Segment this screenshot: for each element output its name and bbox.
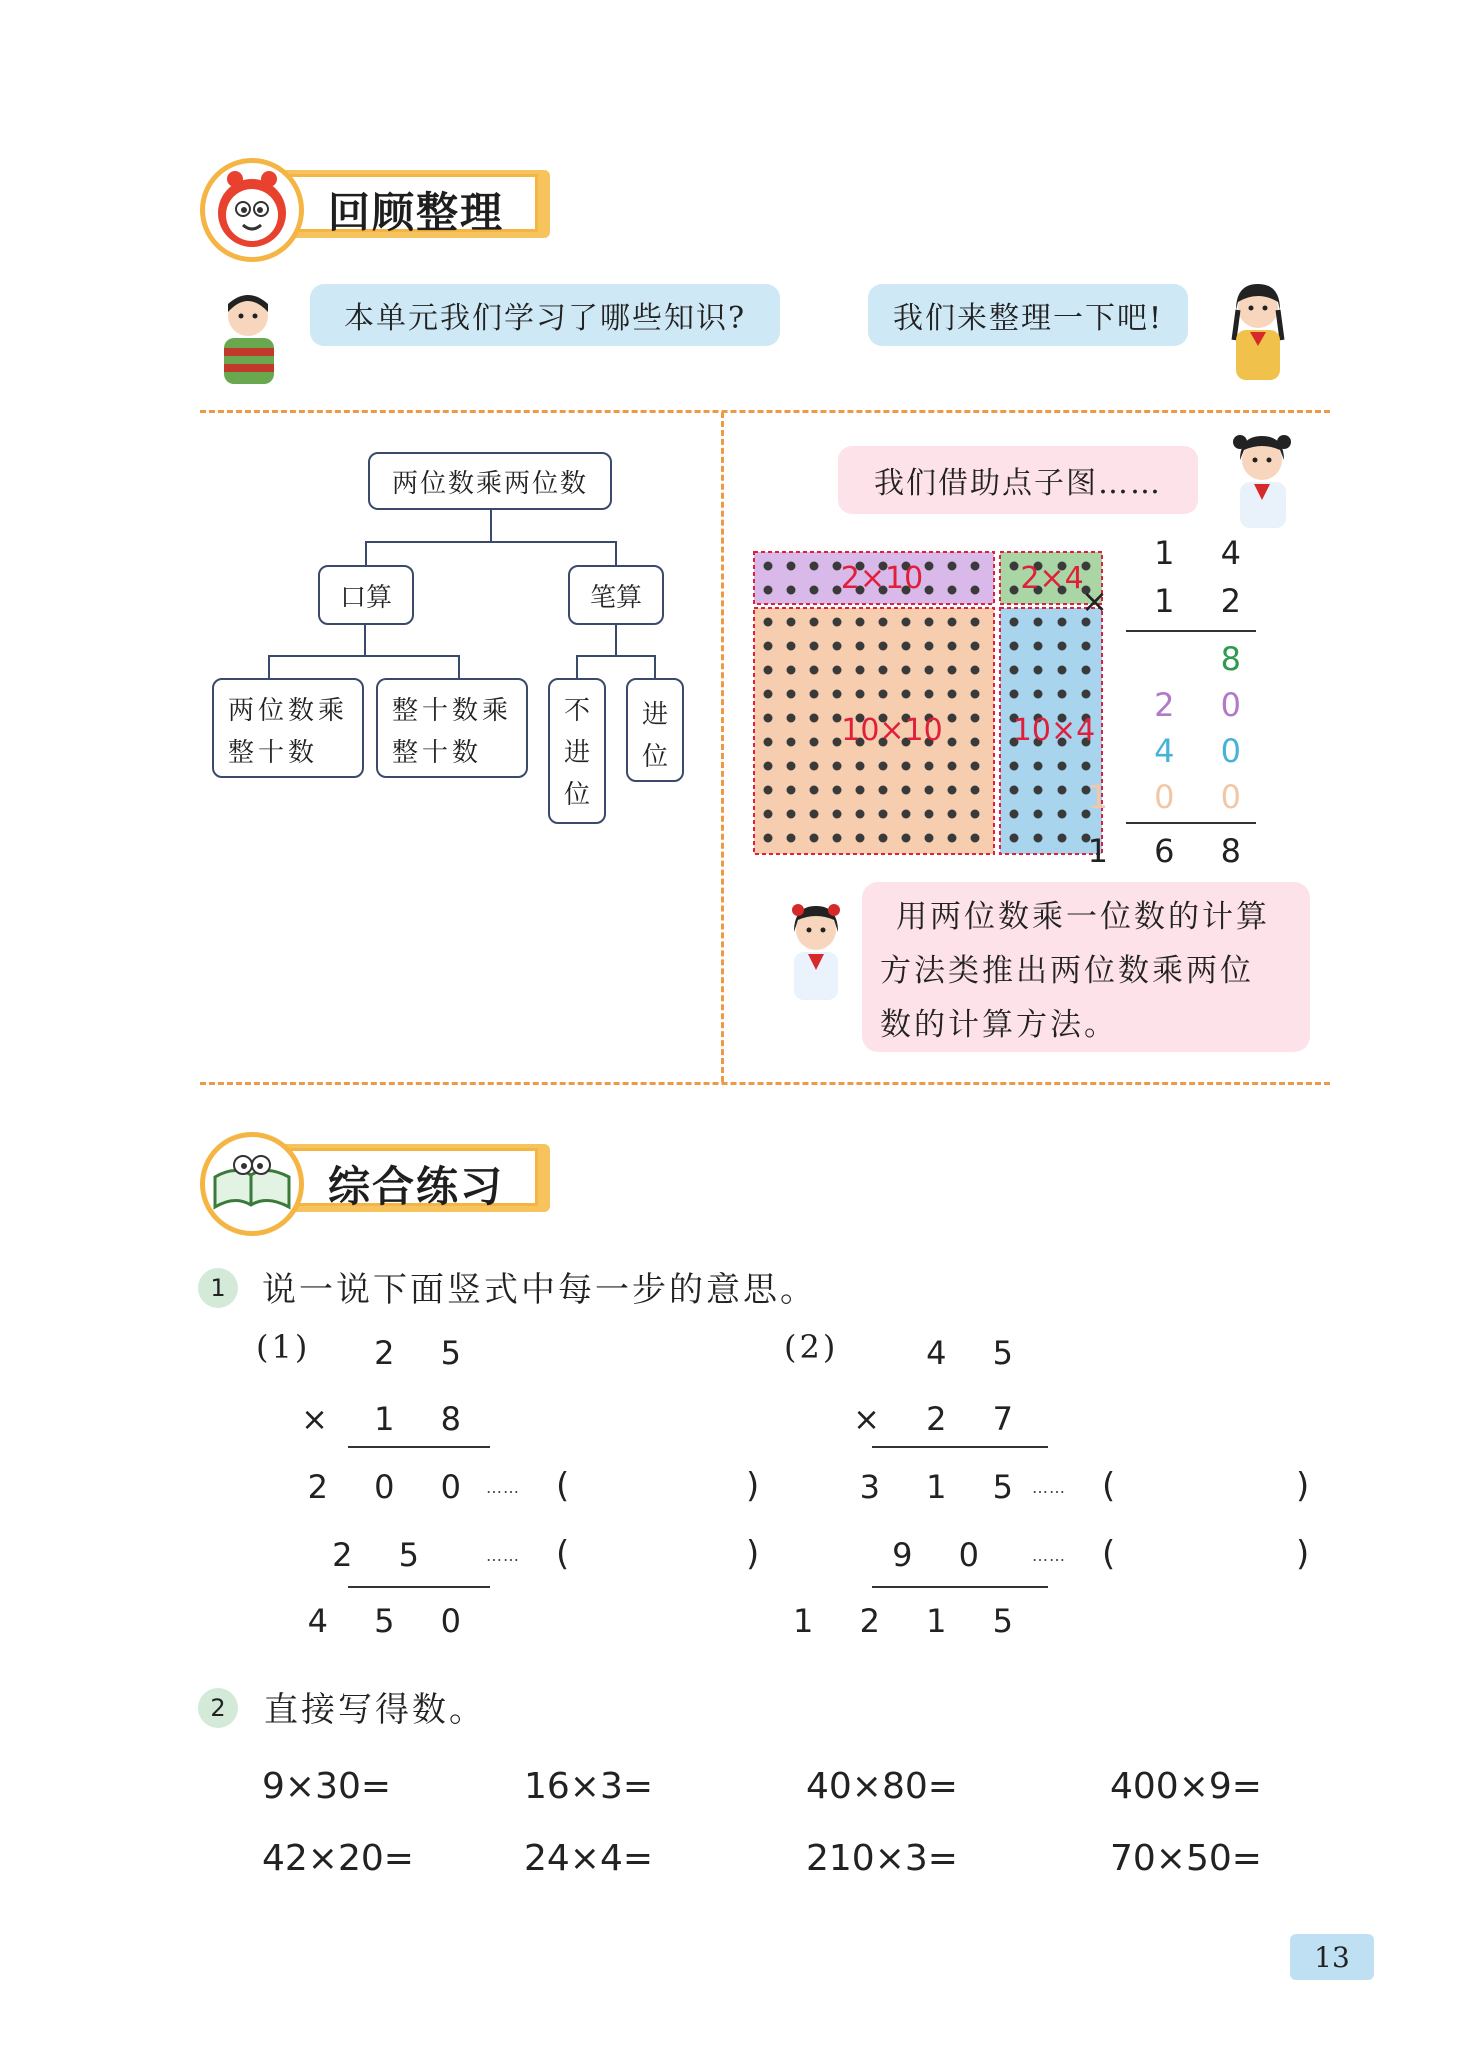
dot xyxy=(833,738,842,747)
q2-item[interactable]: 210×3= xyxy=(806,1838,958,1879)
tree-leaf-1 xyxy=(212,678,364,778)
dot xyxy=(925,786,934,795)
dot xyxy=(810,786,819,795)
tree-leaf-3-char: 位 xyxy=(563,780,590,810)
dot xyxy=(1010,562,1019,571)
dot xyxy=(787,714,796,723)
dot xyxy=(1010,810,1019,819)
dot xyxy=(902,762,911,771)
dot xyxy=(787,786,796,795)
q1a-label: (1) xyxy=(256,1328,311,1366)
dot xyxy=(1082,690,1091,699)
girl-note-line: 方法类推出两位数乘两位 xyxy=(880,953,1254,989)
q1a-answer-2-close[interactable]: ) xyxy=(746,1534,760,1574)
calc-partial-3: 4 0 xyxy=(1154,732,1259,770)
q2-item[interactable]: 16×3= xyxy=(524,1766,654,1807)
girl-speech-bubble: 我们来整理一下吧! xyxy=(868,284,1188,346)
q1b-rule xyxy=(872,1586,1048,1588)
q1a-dots-1: …… xyxy=(486,1478,520,1497)
calc-multiplier: × 1 2 xyxy=(1081,582,1259,620)
dot xyxy=(971,562,980,571)
dot xyxy=(787,586,796,595)
q2-item[interactable]: 70×50= xyxy=(1110,1838,1262,1879)
q1a-top: 2 5 xyxy=(374,1334,479,1372)
q1b-partial-2: 9 0 xyxy=(892,1536,997,1574)
page-number-label: 13 xyxy=(1314,1940,1350,1974)
tree-connector xyxy=(364,625,366,657)
dot xyxy=(833,762,842,771)
dot xyxy=(925,642,934,651)
q1b-top: 4 5 xyxy=(926,1334,1031,1372)
dot xyxy=(879,618,888,627)
tree-leaf-4 xyxy=(626,678,684,782)
tree-connector xyxy=(490,510,492,542)
dot xyxy=(1034,618,1043,627)
dot xyxy=(948,666,957,675)
tree-leaf-2-line1: 整十数乘 xyxy=(392,696,513,726)
dot xyxy=(925,762,934,771)
dot xyxy=(948,786,957,795)
tree-leaf-4-char: 位 xyxy=(641,742,668,772)
dot xyxy=(948,762,957,771)
dot xyxy=(833,618,842,627)
q2-item[interactable]: 400×9= xyxy=(1110,1766,1262,1807)
dot xyxy=(856,762,865,771)
tree-root xyxy=(368,452,612,510)
dot xyxy=(856,786,865,795)
dot xyxy=(1034,666,1043,675)
dot xyxy=(1010,618,1019,627)
dot xyxy=(856,666,865,675)
calc-result: 1 6 8 xyxy=(1087,832,1259,870)
dot xyxy=(787,642,796,651)
q2-item[interactable]: 9×30= xyxy=(262,1766,392,1807)
calc-partial-1: 8 xyxy=(1220,640,1259,678)
dot xyxy=(971,738,980,747)
tree-leaf-3 xyxy=(548,678,606,824)
dot xyxy=(833,834,842,843)
dot xyxy=(764,586,773,595)
dot xyxy=(948,562,957,571)
label-2x4: 2×4 xyxy=(1020,561,1084,596)
dot xyxy=(1010,666,1019,675)
q1b-multiplier: × 2 7 xyxy=(853,1400,1031,1438)
girl-thinking-illustration xyxy=(780,898,852,1004)
dot xyxy=(833,810,842,819)
q1a-answer-1-open[interactable]: ( xyxy=(556,1466,570,1506)
tree-node-written xyxy=(568,565,664,625)
dot xyxy=(925,834,934,843)
dot xyxy=(764,738,773,747)
q1a-answer-2-open[interactable]: ( xyxy=(556,1534,570,1574)
dot xyxy=(833,642,842,651)
dot xyxy=(971,762,980,771)
boy-illustration xyxy=(210,290,290,390)
dot xyxy=(971,810,980,819)
calc-partial-2: 2 0 xyxy=(1154,686,1259,724)
q2-item[interactable]: 42×20= xyxy=(262,1838,414,1879)
q1b-partial-1: 3 1 5 xyxy=(859,1468,1031,1506)
dot xyxy=(810,618,819,627)
dot xyxy=(810,562,819,571)
divider-top xyxy=(200,410,1330,413)
dot xyxy=(925,618,934,627)
dot xyxy=(764,810,773,819)
dot xyxy=(879,690,888,699)
dot xyxy=(948,738,957,747)
dot xyxy=(1034,690,1043,699)
boy-speech-bubble: 本单元我们学习了哪些知识? xyxy=(310,284,780,346)
page-number xyxy=(1290,1934,1374,1980)
dot xyxy=(925,562,934,571)
clock-mascot-icon xyxy=(200,158,304,262)
dot xyxy=(925,810,934,819)
dot xyxy=(1058,762,1067,771)
dot xyxy=(810,714,819,723)
dot xyxy=(787,738,796,747)
dot xyxy=(1010,586,1019,595)
dot xyxy=(810,762,819,771)
label-2x10: 2×10 xyxy=(840,561,924,596)
dot xyxy=(1058,786,1067,795)
dot xyxy=(787,810,796,819)
review-banner xyxy=(200,158,566,254)
tree-node-written-label: 笔算 xyxy=(589,582,642,613)
dot xyxy=(1082,762,1091,771)
dot xyxy=(810,834,819,843)
q2-item[interactable]: 40×80= xyxy=(806,1766,958,1807)
dot xyxy=(1010,690,1019,699)
label-10x4: 10×4 xyxy=(1012,713,1096,748)
dot xyxy=(856,618,865,627)
question-2-text: 直接写得数。 xyxy=(264,1690,486,1730)
girl-with-ribbon-illustration xyxy=(1218,430,1308,530)
dot xyxy=(948,618,957,627)
q1b-label: (2) xyxy=(784,1328,839,1366)
girl-illustration xyxy=(1218,280,1298,384)
divider-bottom xyxy=(200,1082,1330,1085)
q1a-sum: 4 5 0 xyxy=(307,1602,479,1640)
dot xyxy=(948,690,957,699)
question-1-text: 说一说下面竖式中每一步的意思。 xyxy=(262,1270,817,1310)
dot xyxy=(971,834,980,843)
calc-rule xyxy=(1126,822,1256,824)
q2-item[interactable]: 24×4= xyxy=(524,1838,654,1879)
dot xyxy=(925,666,934,675)
dot xyxy=(902,642,911,651)
dot xyxy=(902,810,911,819)
dot xyxy=(764,666,773,675)
tree-leaf-1-line1: 两位数乘 xyxy=(228,696,349,726)
dot xyxy=(902,786,911,795)
tree-leaf-4-char: 进 xyxy=(641,700,668,730)
dot xyxy=(787,834,796,843)
dot xyxy=(1034,834,1043,843)
dot xyxy=(902,834,911,843)
dot xyxy=(1034,810,1043,819)
dot xyxy=(879,762,888,771)
dot xyxy=(764,714,773,723)
q1b-rule xyxy=(872,1446,1048,1448)
dot xyxy=(948,642,957,651)
practice-banner xyxy=(200,1132,566,1228)
tree-connector xyxy=(458,655,460,679)
review-title: 回顾整理 xyxy=(328,188,505,237)
dot-array-figure xyxy=(752,550,1106,856)
dot xyxy=(810,738,819,747)
tree-node-mental xyxy=(318,565,414,625)
dot xyxy=(856,690,865,699)
tree-connector xyxy=(654,655,656,679)
question-2-number: 2 xyxy=(198,1688,238,1728)
q1b-answer-2-close[interactable]: ) xyxy=(1296,1534,1310,1574)
q1b-answer-2-open[interactable]: ( xyxy=(1102,1534,1116,1574)
tree-connector xyxy=(576,655,656,657)
dot xyxy=(902,666,911,675)
dot xyxy=(1082,642,1091,651)
dot xyxy=(764,642,773,651)
dot xyxy=(833,714,842,723)
calc-rule xyxy=(1126,630,1256,632)
dot xyxy=(1010,786,1019,795)
dot xyxy=(1058,618,1067,627)
calc-partial-4: 1 0 0 xyxy=(1087,778,1259,816)
dot xyxy=(856,810,865,819)
dot xyxy=(810,586,819,595)
tree-connector xyxy=(268,655,270,679)
dot xyxy=(833,786,842,795)
dot xyxy=(787,690,796,699)
dot xyxy=(879,666,888,675)
dot xyxy=(1082,666,1091,675)
dot xyxy=(971,618,980,627)
q1b-answer-1-close[interactable]: ) xyxy=(1296,1466,1310,1506)
q1a-rule xyxy=(348,1446,490,1448)
q1b-answer-1-open[interactable]: ( xyxy=(1102,1466,1116,1506)
dot xyxy=(787,762,796,771)
dot xyxy=(948,810,957,819)
q1b-dots-2: …… xyxy=(1032,1546,1066,1565)
dot xyxy=(1010,762,1019,771)
dot-speech-bubble: 我们借助点子图…… xyxy=(838,446,1198,514)
dot xyxy=(856,642,865,651)
dot xyxy=(1058,666,1067,675)
q1a-answer-1-close[interactable]: ) xyxy=(746,1466,760,1506)
dot xyxy=(971,690,980,699)
dot xyxy=(879,786,888,795)
dot xyxy=(1034,642,1043,651)
tree-leaf-3-char: 进 xyxy=(563,738,590,768)
dot xyxy=(925,586,934,595)
dot xyxy=(1010,834,1019,843)
q1a-partial-1: 2 0 0 xyxy=(307,1468,479,1506)
girl-note-bubble xyxy=(862,882,1310,1052)
dot xyxy=(879,642,888,651)
tree-connector xyxy=(365,541,617,543)
tree-connector xyxy=(268,655,460,657)
dot xyxy=(856,834,865,843)
dot xyxy=(948,834,957,843)
tree-leaf-2-line2: 整十数 xyxy=(392,738,483,768)
dot xyxy=(948,714,957,723)
tree-root-label: 两位数乘两位数 xyxy=(391,468,588,499)
dot xyxy=(879,834,888,843)
q1b-sum: 1 2 1 5 xyxy=(793,1602,1031,1640)
tree-connector xyxy=(615,541,617,565)
divider-middle xyxy=(721,412,724,1082)
book-mascot-icon xyxy=(200,1132,304,1236)
label-10x10: 10×10 xyxy=(841,713,943,748)
girl-note-line: 用两位数乘一位数的计算 xyxy=(896,899,1270,935)
tree-connector xyxy=(576,655,578,679)
dot xyxy=(1058,810,1067,819)
dot xyxy=(971,666,980,675)
dot xyxy=(764,562,773,571)
dot xyxy=(1058,834,1067,843)
dot xyxy=(1010,642,1019,651)
dot xyxy=(810,642,819,651)
dot xyxy=(787,618,796,627)
tree-connector xyxy=(615,625,617,657)
dot xyxy=(810,666,819,675)
dot xyxy=(764,690,773,699)
dot xyxy=(971,586,980,595)
question-1-number: 1 xyxy=(198,1268,238,1308)
dot xyxy=(764,786,773,795)
tree-node-mental-label: 口算 xyxy=(339,582,392,613)
dot xyxy=(810,690,819,699)
dot xyxy=(971,786,980,795)
dot xyxy=(764,834,773,843)
calc-top: 1 4 xyxy=(1154,534,1259,572)
dot xyxy=(1034,762,1043,771)
tree-leaf-3-char: 不 xyxy=(563,696,590,726)
q1a-multiplier: × 1 8 xyxy=(301,1400,479,1438)
dot xyxy=(902,690,911,699)
q1a-dots-2: …… xyxy=(486,1546,520,1565)
dot xyxy=(1058,690,1067,699)
dot xyxy=(1034,786,1043,795)
dot xyxy=(925,690,934,699)
dot xyxy=(902,618,911,627)
q1b-dots-1: …… xyxy=(1032,1478,1066,1497)
girl-note-line: 数的计算方法。 xyxy=(880,1007,1118,1043)
tree-leaf-1-line2: 整十数 xyxy=(228,738,319,768)
dot xyxy=(879,810,888,819)
dot xyxy=(833,666,842,675)
tree-connector xyxy=(365,541,367,565)
dot xyxy=(787,562,796,571)
dot xyxy=(810,810,819,819)
dot xyxy=(971,714,980,723)
dot xyxy=(948,586,957,595)
dot xyxy=(833,690,842,699)
dot xyxy=(764,762,773,771)
dot xyxy=(971,642,980,651)
dot xyxy=(787,666,796,675)
practice-title: 综合练习 xyxy=(328,1162,505,1211)
q1a-rule xyxy=(348,1586,490,1588)
q1a-partial-2: 2 5 xyxy=(332,1536,437,1574)
dot xyxy=(764,618,773,627)
tree-leaf-2 xyxy=(376,678,528,778)
dot xyxy=(1058,642,1067,651)
